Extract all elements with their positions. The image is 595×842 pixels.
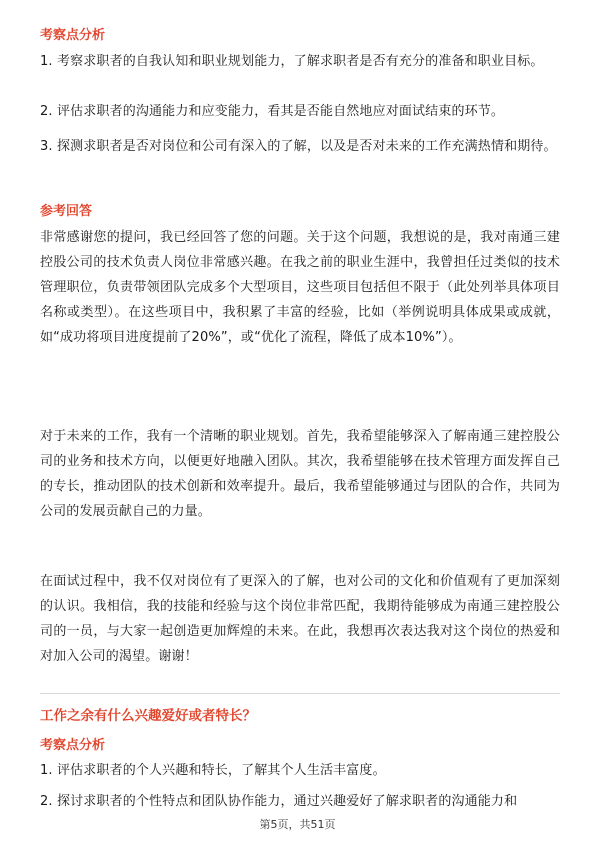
section-divider bbox=[40, 693, 560, 694]
analysis-point-2-2: 2. 探讨求职者的个性特点和团队协作能力，通过兴趣爱好了解求职者的沟通能力和 bbox=[40, 794, 518, 809]
answer-paragraph-3: 在面试过程中，我不仅对岗位有了更深入的了解，也对公司的文化和价值观有了更加深刻的认识。我相信，我的技能和经验与这个岗位非常匹配，我期待能够成为南通三建控股公司的一员，与大家一起创造更加辉煌的未来。在此，我想再次表达我对这个岗位的热爱和对加入公司的渴望。谢谢！ bbox=[40, 574, 560, 664]
page-number: 第5页，共51页 bbox=[259, 818, 336, 831]
answer-paragraph-1: 非常感谢您的提问，我已经回答了您的问题。关于这个问题，我想说的是，我对南通三建控股公司的技术负责人岗位非常感兴趣。在我之前的职业生涯中，我曾担任过类似的技术管理职位，负责带领团队完成多个大型项目，这些项目包括但不限于（此处列举具体项目名称或类型）。在这些项目中，我积累了丰富的经验，比如（举例说明具体成果或成就，如“成功将项目进度提前了20%”，或“优化了流程，降低了成本10%”）。 bbox=[40, 230, 560, 345]
analysis-point-2-1: 1. 评估求职者的个人兴趣和特长，了解其个人生活丰富度。 bbox=[40, 763, 386, 778]
answer-paragraph-2: 对于未来的工作，我有一个清晰的职业规划。首先，我希望能够深入了解南通三建控股公司的业务和技术方向，以便更好地融入团队。其次，我希望能够在技术管理方面发挥自己的专长，推动团队的技术创新和效率提升。最后，我希望能够通过与团队的合作，共同为公司的发展贡献自己的力量。 bbox=[40, 429, 560, 519]
answer-heading: 参考回答 bbox=[40, 204, 93, 219]
analysis-point-1: 1. 考察求职者的自我认知和职业规划能力，了解求职者是否有充分的准备和职业目标。 bbox=[40, 54, 544, 69]
analysis-heading-2: 考察点分析 bbox=[40, 738, 106, 753]
analysis-point-2: 2. 评估求职者的沟通能力和应变能力，看其是否能自然地应对面试结束的环节。 bbox=[40, 104, 505, 119]
analysis-heading: 考察点分析 bbox=[40, 28, 106, 43]
question-heading: 工作之余有什么兴趣爱好或者特长？ bbox=[40, 708, 256, 724]
analysis-point-3: 3. 探测求职者是否对岗位和公司有深入的了解，以及是否对未来的工作充满热情和期待。 bbox=[40, 139, 557, 154]
